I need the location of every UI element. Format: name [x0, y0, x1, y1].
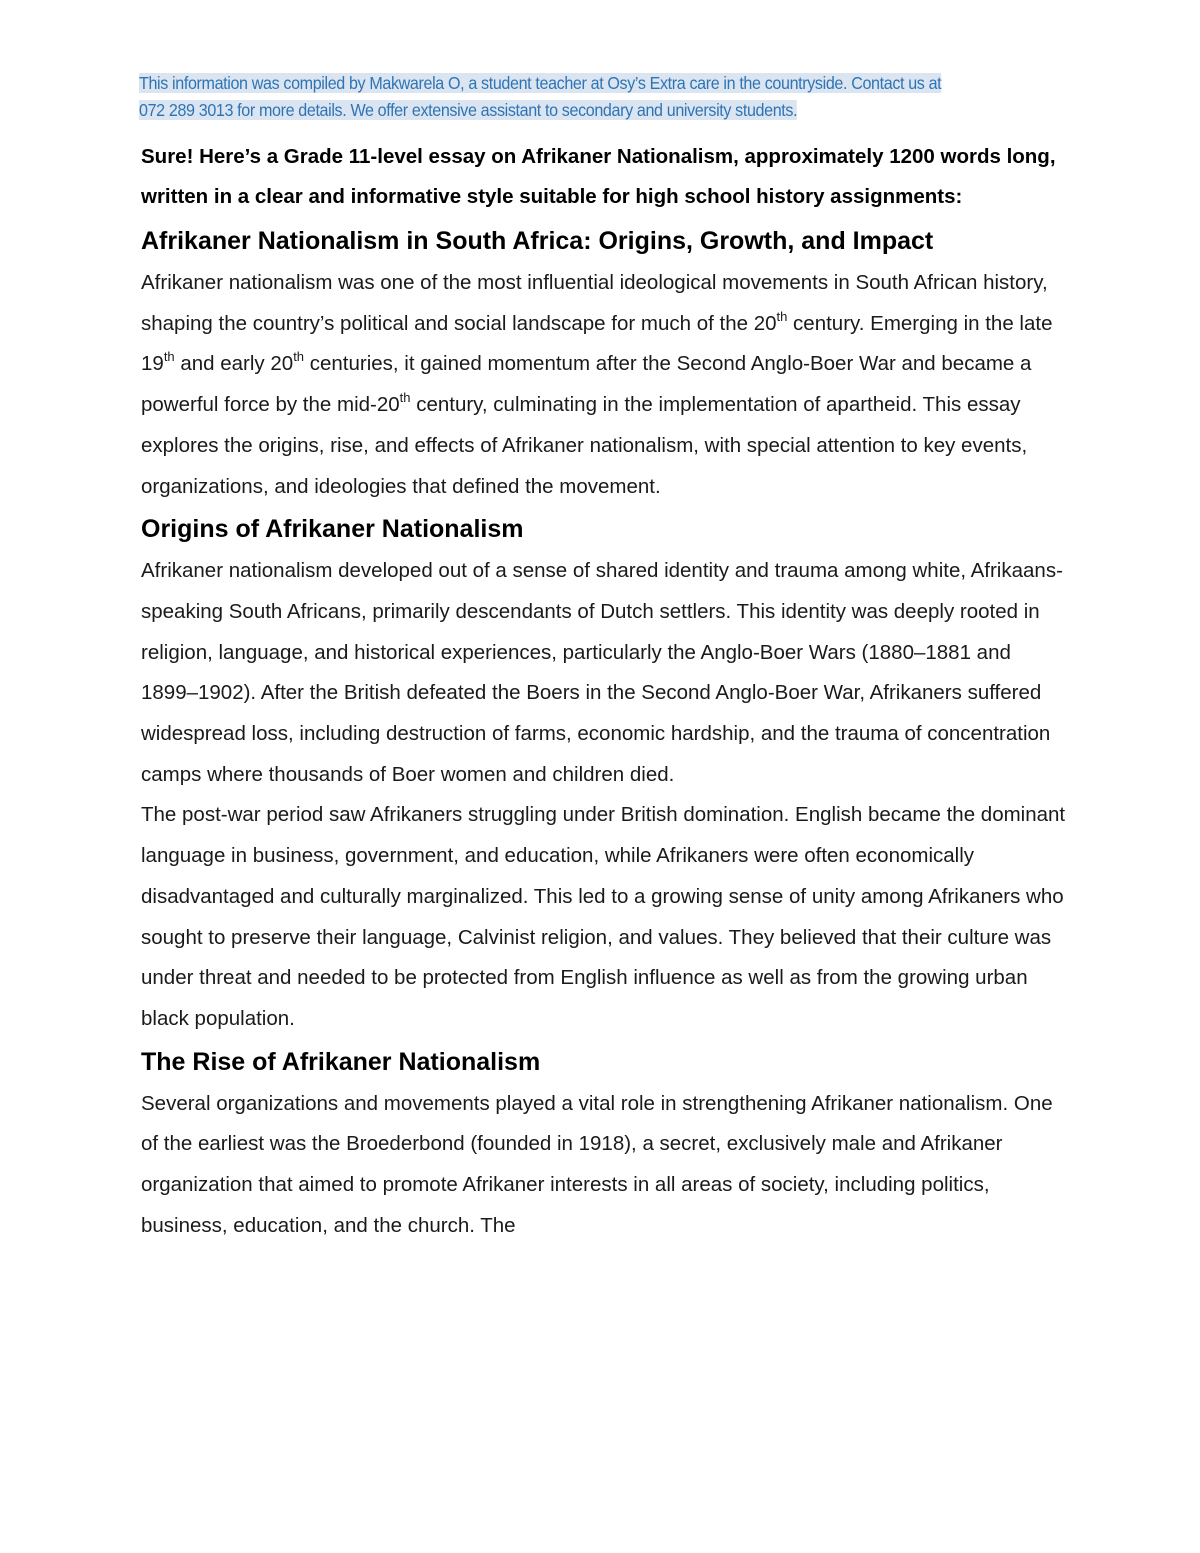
origins-paragraph-2: The post-war period saw Afrikaners struggling under British domination. English became the dominant language in business, government, and education, while Afrikaners were often economically disadvantaged and culturally marginalized. This led to a growing sense of unity among Afrikaners who sought to preserve their language, Calvinist religion, and values. They believed that their culture was under threat and needed to be protected from English influence as well as from the growing urban black population.: [141, 803, 1066, 1030]
essay-content: [141, 137, 1071, 1246]
notice-line-1: This information was compiled by Makwarela O, a student teacher at Osy’s Extra care in the countryside. Contact us at: [139, 73, 942, 93]
rise-paragraph-1: Several organizations and movements played a vital role in strengthening Afrikaner nationalism. One of the earliest was the Broederbond (founded in 1918), a secret, exclusively male and Afrikaner organization that aimed to promote Afrikaner interests in all areas of society, including politics, business, education, and the church. The: [141, 1091, 1053, 1237]
section-heading-rise: The Rise of Afrikaner Nationalism: [141, 1047, 541, 1076]
origins-paragraph-1: Afrikaner nationalism developed out of a sense of shared identity and trauma among white, Afrikaans-speaking South Africans, primarily descendants of Dutch settlers. This identity was deeply rooted in religion, language, and historical experiences, particularly the Anglo-Boer Wars (1880–1881 and 1899–1902). After the British defeated the Boers in the Second Anglo-Boer War, Afrikaners suffered widespread loss, including destruction of farms, economic hardship, and the trauma of concentration camps where thousands of Boer women and children died.: [141, 559, 1063, 786]
essay-title: Afrikaner Nationalism in South Africa: Origins, Growth, and Impact: [141, 227, 934, 255]
contact-notice: [139, 70, 967, 124]
intro-note: Sure! Here’s a Grade 11-level essay on Afrikaner Nationalism, approximately 1200 words long, written in a clear and informative style suitable for high school history assignments:: [141, 145, 1056, 208]
section-heading-origins: Origins of Afrikaner Nationalism: [141, 515, 524, 544]
notice-line-2: 072 289 3013 for more details. We offer extensive assistant to secondary and university students.: [139, 100, 798, 120]
intro-paragraph: Afrikaner nationalism was one of the most influential ideological movements in South African history, shaping the country’s political and social landscape for much of the 20th century. Emerging in the late 19th and early 20th centuries, it gained momentum after the Second Anglo-Boer War and became a powerful force by the mid-20th century, culminating in the implementation of apartheid. This essay explores the origins, rise, and effects of Afrikaner nationalism, with special attention to key events, organizations, and ideologies that defined the movement.: [141, 271, 1053, 498]
